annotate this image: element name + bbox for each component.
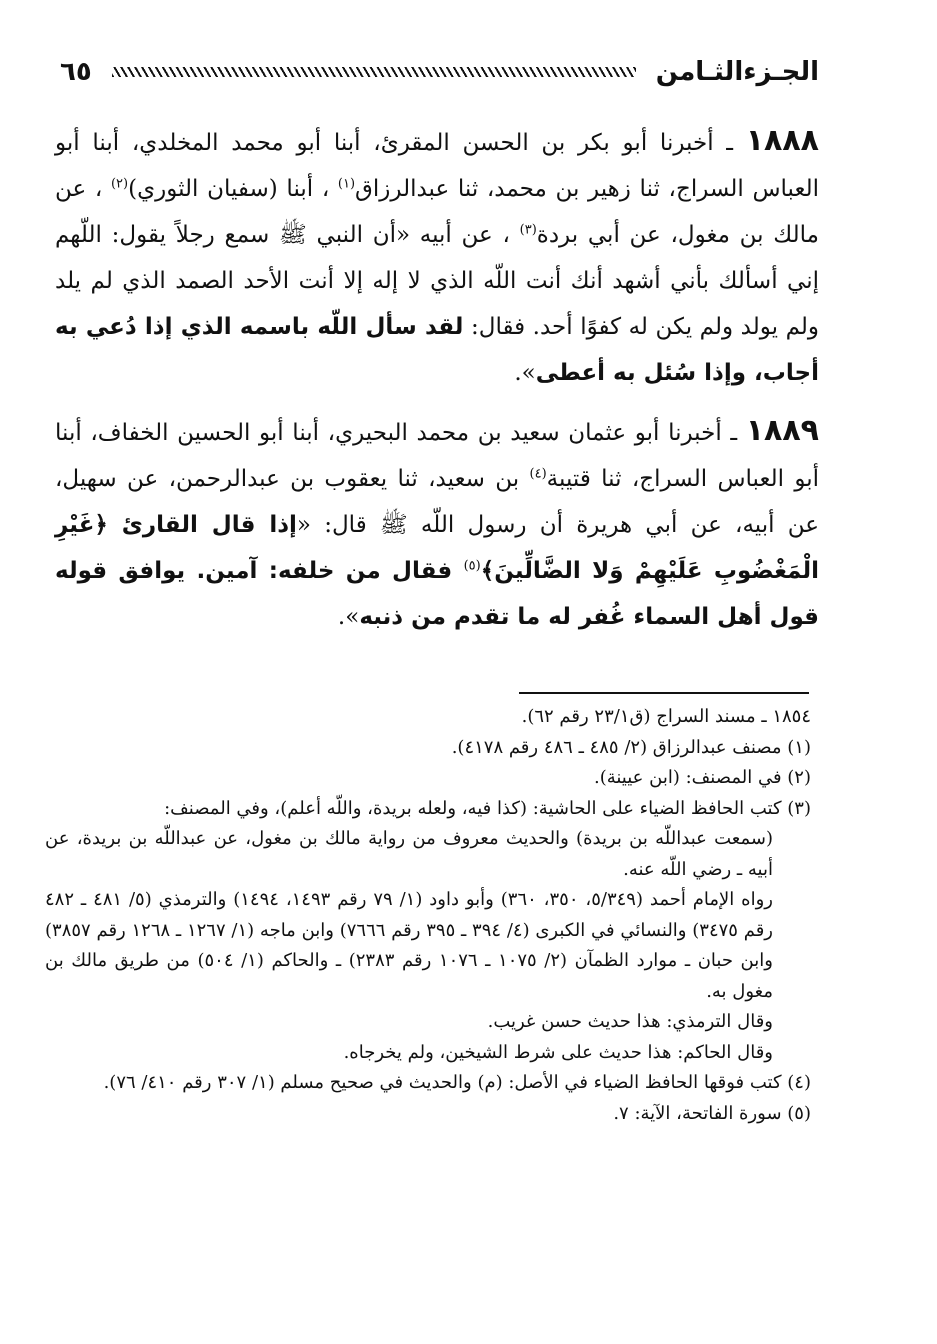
footnote-marker: (٥) [463,558,481,574]
hadith-bold-segment: إذا قال القارئ ﴿غَيْرِ الْمَغْضُوبِ عَلَيْهِمْ وَلا الضَّالِّينَ﴾ [55,512,819,584]
hadith-1889 [55,408,819,640]
footnote-marker: (١) [337,176,356,192]
footnote-source: ١٨٥٤ ـ مسند السراج (ق٢٣/١ رقم ٦٢). [521,706,811,727]
hadith-bold-segment: فقال من خلفه: آمين. يوافق قوله قول أهل السماء غُفر له ما تقدم من ذنبه [55,558,819,630]
hadith-segment: ـ أخبرنا أبو بكر بن الحسن المقرئ، أبنا أبو محمد المخلدي، أبنا أبو العباس السراج، ثنا زهير بن محمد، ثنا عبدالرزاق [55,130,819,202]
main-text [55,118,819,652]
footnote-3-hakim: وقال الحاكم: هذا حديث على شرط الشيخين، ولم يخرجاه. [343,1041,773,1063]
footnote-4: (٤) كتب فوقها الحافظ الضياء في الأصل: (م) والحديث في صحيح مسلم (١/ ٣٠٧ رقم ٤١٠/ ٧٦). [103,1072,811,1093]
hadith-number: ١٨٨٨ [745,123,819,158]
hadith-segment: ، عن مالك بن مغول، عن أبي بردة [55,176,819,248]
footnote-2: (٢) في المصنف: (ابن عيينة). [593,767,811,788]
footnotes [45,702,811,1129]
hadith-bold-segment: لقد سأل اللّه باسمه الذي إذا دُعي به أجاب، وإذا سُئل به أعطى [55,314,819,386]
footnote-separator [519,692,809,694]
hadith-segment: ». [337,604,360,630]
footnote-marker: (٤) [529,466,547,482]
footnote-marker: (٢) [110,176,129,192]
footnote-5: (٥) سورة الفاتحة، الآية: ٧. [613,1102,811,1124]
hadith-number: ١٨٨٩ [745,413,819,448]
hadith-1888 [55,118,819,396]
hadith-segment: بن سعيد، ثنا يعقوب بن عبدالرحمن، عن سهيل، عن أبيه، عن أبي هريرة أن رسول اللّه ﷺ قال: « [55,466,819,538]
hadith-segment: ، أبنا (سفيان الثوري) [128,176,338,202]
page-number: ٦٥ [60,57,92,87]
footnote-3-takhrij: رواه الإمام أحمد (٥/٣٤٩، ٣٥٠، ٣٦٠) وأبو داود (١/ ٧٩ رقم ١٤٩٣، ١٤٩٤) والترمذي (٥/ ٤٨١ ـ ٤٨٢ رقم ٣٤٧٥) والنسائي في الكبرى (٤/ ٣٩٤ ـ ٣٩٥ رقم ٧٦٦٦) وابن ماجه (١/ ١٢٦٧ ـ ١٢٦٨ رقم ٣٨٥٧) وابن حبان ـ موارد الظمآن (٢/ ١٠٧٥ ـ ١٠٧٦ رقم ٢٣٨٣) ـ والحاكم (١/ ٥٠٤) من طريق مالك بن مغول به. [45,889,773,1002]
footnote-marker: (٣) [519,222,537,238]
footnote-3: (٣) كتب الحافظ الضياء على الحاشية: (كذا فيه، ولعله بريدة، واللّه أعلم)، وفي المصنف: [164,797,811,819]
hadith-segment: ، عن أبيه «أن النبي ﷺ سمع رجلاً يقول: اللّهم إني أسألك بأني أشهد أنك أنت اللّه الذي لا إله إلا أنت الأحد الصمد الذي لم يلد ولم يولد ولم يكن له كفوًا أحد. فقال: [55,222,819,340]
running-title: الجـزءالثـامن [655,57,819,87]
footnote-3-tirmidhi: وقال الترمذي: هذا حديث حسن غريب. [487,1011,773,1032]
hadith-segment: ـ أخبرنا أبو عثمان سعيد بن محمد البحيري، أبنا أبو الحسين الخفاف، أبنا أبو العباس السراج، ثنا قتيبة [55,420,819,492]
footnote-3-continuation: (سمعت عبداللّه بن بريدة) والحديث معروف من رواية مالك بن مغول، عن عبداللّه بن بريدة، عن أبيه ـ رضي اللّه عنه. [45,828,773,880]
footnote-1: (١) مصنف عبدالرزاق (٢/ ٤٨٥ ـ ٤٨٦ رقم ٤١٧٨). [451,736,811,758]
page-header [60,50,819,94]
header-hatched-rule [112,67,636,77]
hadith-segment: ». [514,360,536,386]
